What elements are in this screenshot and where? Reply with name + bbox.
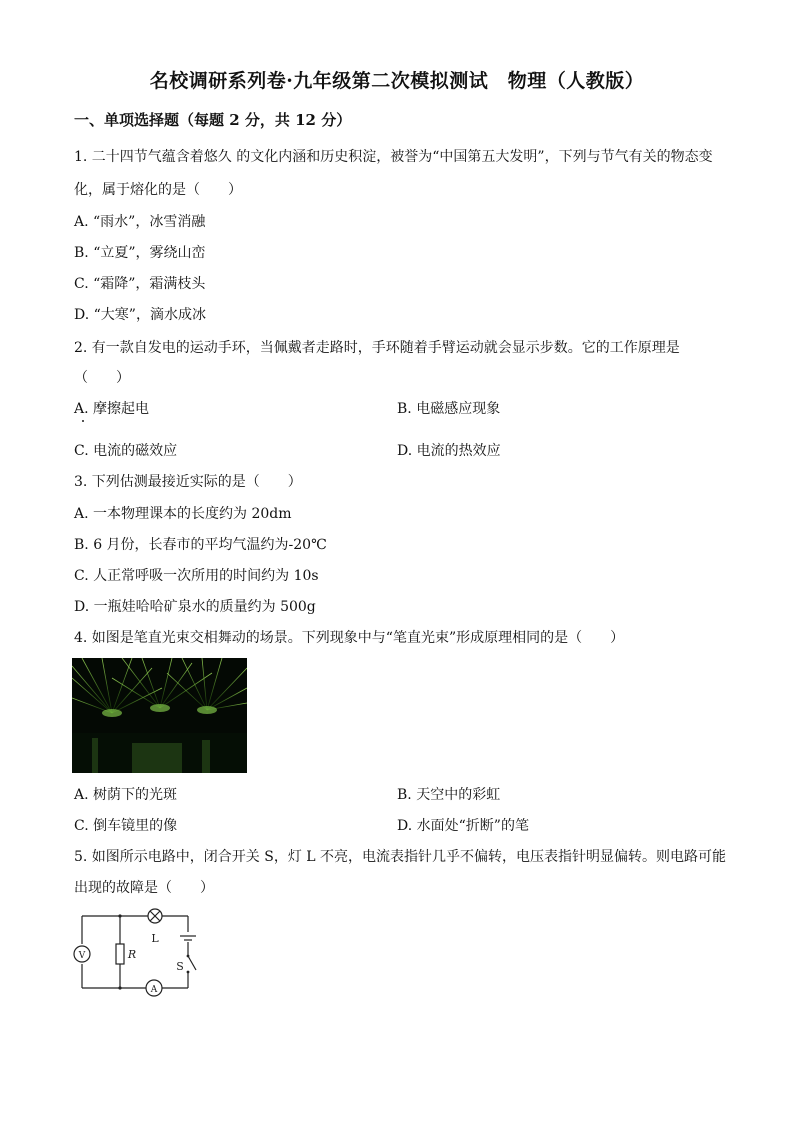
q3-option-b: B. 6 月份，长春市的平均气温约为-20℃ (74, 537, 327, 553)
resistor-label: R (127, 948, 137, 961)
question-3-text: 3. 下列估测最接近实际的是（ ） (74, 474, 302, 490)
q3-option-d: D. 一瓶娃哈哈矿泉水的质量约为 500g (74, 599, 316, 615)
question-1-text-cont: 化，属于熔化的是（ ） (74, 182, 242, 198)
q2-option-b: B. 电磁感应现象 (397, 401, 501, 417)
q4-option-c: C. 倒车镜里的像 (74, 818, 178, 834)
page-title: 名校调研系列卷·九年级第二次模拟测试 物理（人教版） (149, 70, 645, 92)
laser-beams-image (72, 658, 247, 773)
q3-option-a: A. 一本物理课本的长度约为 20dm (74, 506, 292, 522)
question-5-text: 5. 如图所示电路中，闭合开关 S，灯 L 不亮，电流表指针几乎不偏转，电压表指针明显偏转。则电路可能 (74, 849, 727, 865)
voltmeter-label: V (78, 951, 86, 961)
q3-option-c: C. 人正常呼吸一次所用的时间约为 10s (74, 568, 319, 584)
q1-option-d: D. “大寒”，滴水成冰 (74, 307, 206, 323)
q4-option-a: A. 树荫下的光斑 (74, 787, 178, 803)
q4-option-b: B. 天空中的彩虹 (397, 787, 501, 803)
laser-light-photo (72, 658, 247, 773)
question-5-text-cont: 出现的故障是（ ） (74, 880, 214, 896)
q1-option-b: B. “立夏”，雾绕山峦 (74, 245, 206, 261)
q4-option-d: D. 水面处“折断”的笔 (397, 818, 529, 834)
question-4-text: 4. 如图是笔直光束交相舞动的场景。下列现象中与“笔直光束”形成原理相同的是（ ） (74, 630, 625, 646)
lamp-label: L (151, 932, 159, 945)
section-heading: 一、单项选择题（每题 2 分，共 12 分） (74, 111, 352, 129)
question-2-text-cont: （ ） (74, 370, 130, 386)
question-1-text: 1. 二十四节气蕴含着悠久 的文化内涵和历史积淀，被誉为“中国第五大发明”，下列与节气有关的物态变 (74, 149, 713, 165)
q2-option-c: C. 电流的磁效应 (74, 443, 178, 459)
q1-option-c: C. “霜降”，霜满枝头 (74, 276, 206, 292)
ammeter-label: A (150, 985, 158, 995)
stray-dot (82, 420, 84, 422)
q2-option-d: D. 电流的热效应 (397, 443, 501, 459)
switch-label: S (176, 960, 184, 973)
q1-option-a: A. “雨水”，冰雪消融 (74, 214, 206, 230)
question-2-text: 2. 有一款自发电的运动手环，当佩戴者走路时，手环随着手臂运动就会显示步数。它的工作原理是 (74, 340, 680, 356)
q2-option-a: A. 摩擦起电 (74, 401, 150, 417)
circuit-diagram (70, 908, 210, 1000)
